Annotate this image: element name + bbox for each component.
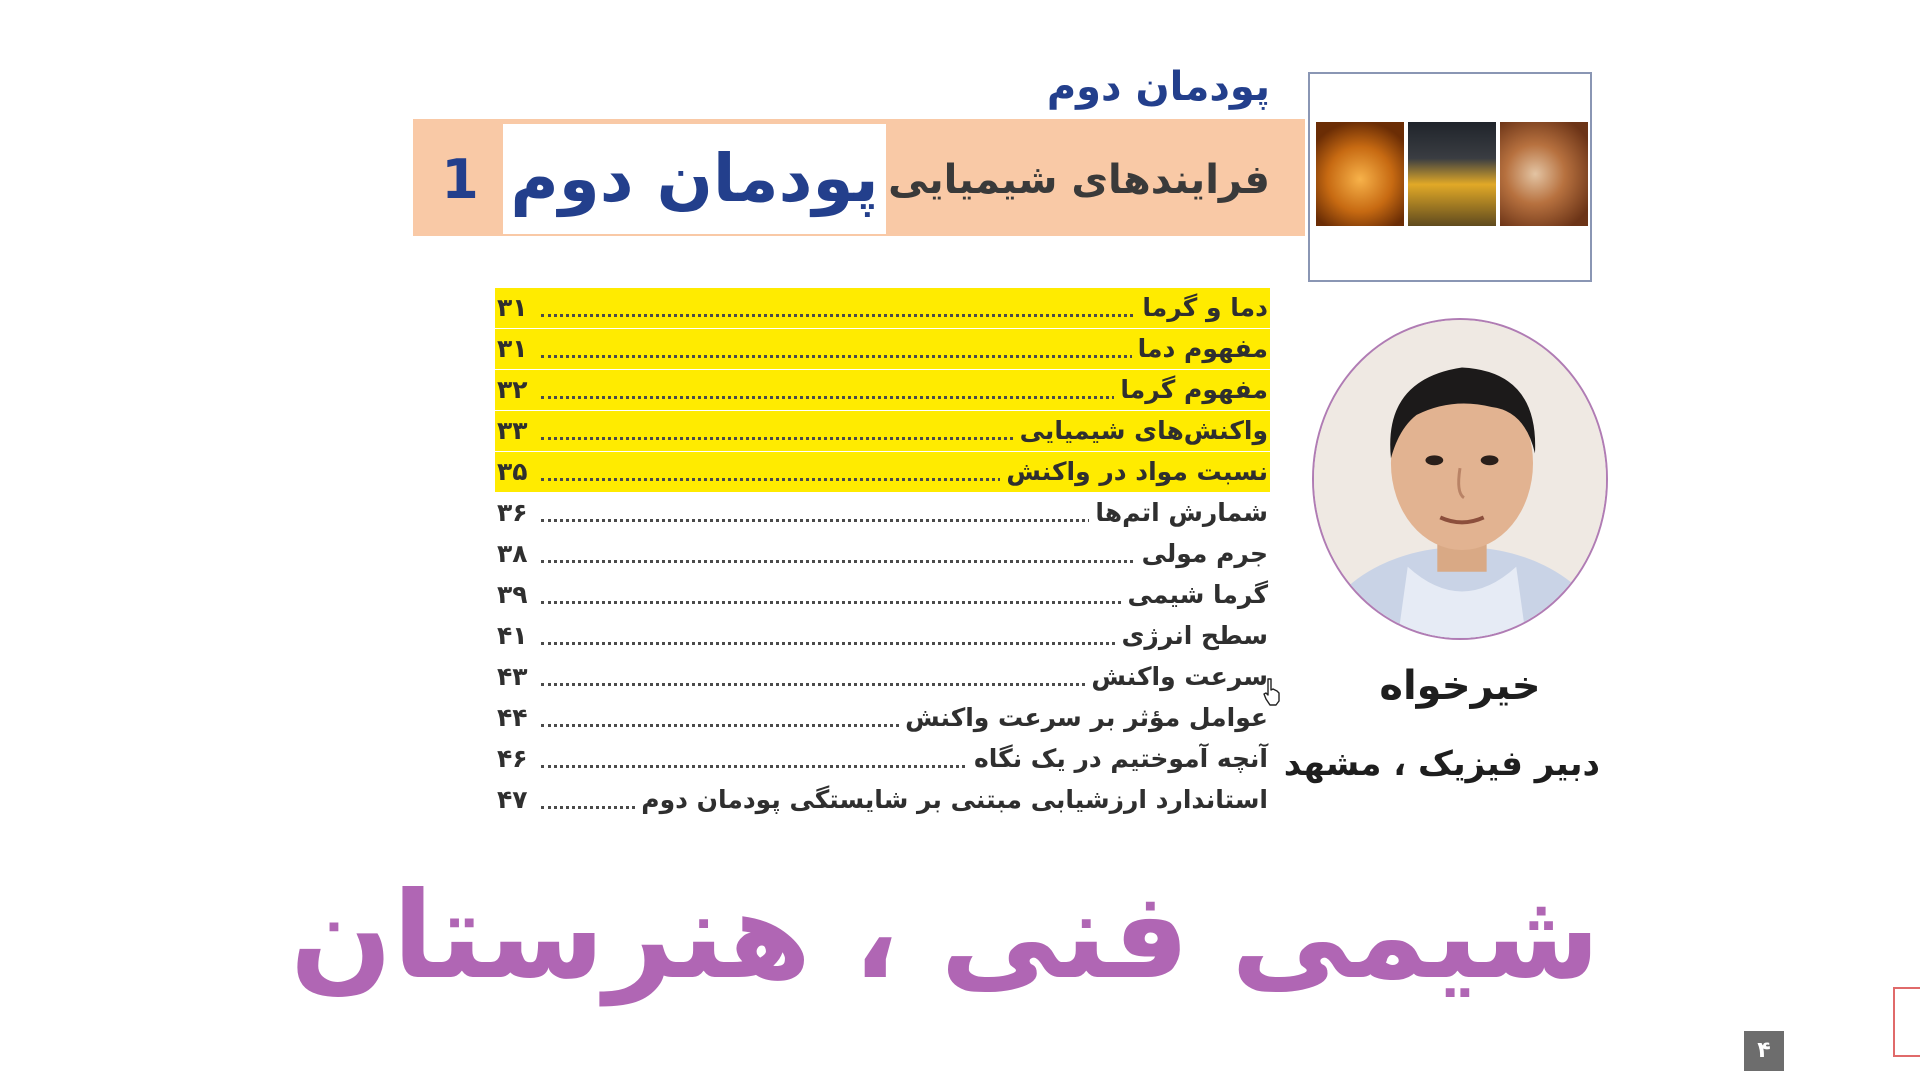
toc-label: سرعت واکنش — [1085, 657, 1268, 697]
reaction-photo-1 — [1316, 122, 1404, 226]
toc-label: دما و گرما — [1136, 288, 1268, 328]
toc-row — [495, 698, 1270, 738]
toc-page-number: ۴۶ — [497, 744, 528, 773]
chapter-subtitle: فرایندهای شیمیایی — [888, 157, 1270, 203]
toc-page-number: ۳۲ — [497, 375, 528, 404]
reaction-photo-2 — [1408, 122, 1496, 226]
toc-row — [495, 780, 1270, 820]
toc-page-number: ۳۱ — [497, 293, 528, 322]
toc-row — [495, 493, 1270, 533]
toc-page-number: ۳۸ — [497, 539, 528, 568]
toc-row — [495, 616, 1270, 656]
toc-label: مفهوم گرما — [1114, 370, 1268, 410]
toc-row — [495, 452, 1270, 492]
reaction-photo-3 — [1500, 122, 1588, 226]
teacher-name: خیرخواه — [1379, 663, 1541, 709]
toc-label: گرما شیمی — [1121, 575, 1268, 615]
toc-label: عوامل مؤثر بر سرعت واکنش — [899, 698, 1268, 738]
toc-label: سطح انرژی — [1116, 616, 1268, 656]
toc-row — [495, 739, 1270, 779]
table-of-contents — [495, 288, 1270, 821]
toc-label: نسبت مواد در واکنش — [1000, 452, 1268, 492]
toc-label: استاندارد ارزشیابی مبتنی بر شایستگی پودمان دوم — [635, 780, 1268, 820]
toc-row — [495, 575, 1270, 615]
toc-row — [495, 329, 1270, 369]
toc-row — [495, 411, 1270, 451]
toc-page-number: ۴۳ — [497, 662, 528, 691]
chapter-title: پودمان دوم — [510, 140, 879, 217]
teacher-role: دبیر فیزیک ، مشهد — [1283, 744, 1600, 784]
toc-row — [495, 288, 1270, 328]
toc-page-number: ۳۶ — [497, 498, 528, 527]
toc-row — [495, 370, 1270, 410]
mouse-cursor-icon — [1262, 677, 1282, 707]
toc-label: جرم مولی — [1136, 534, 1268, 574]
chapter-number: 1 — [441, 148, 479, 211]
teacher-portrait-icon — [1314, 320, 1606, 638]
toc-page-number: ۴۷ — [497, 785, 528, 814]
course-banner: شیمی فنی ، هنرستان — [289, 867, 1600, 1006]
toc-page-number: ۳۳ — [497, 416, 528, 445]
teacher-avatar — [1312, 318, 1608, 640]
toc-label: واکنش‌های شیمیایی — [1014, 411, 1268, 451]
toc-label: آنچه آموختیم در یک نگاه — [968, 739, 1268, 779]
toc-row — [495, 534, 1270, 574]
toc-label: مفهوم دما — [1132, 329, 1268, 369]
toc-page-number: ۳۱ — [497, 334, 528, 363]
chapter-image-frame — [1308, 72, 1592, 282]
toc-row — [495, 657, 1270, 697]
toc-page-number: ۴۴ — [497, 703, 528, 732]
chapter-title-box — [503, 124, 886, 234]
section-label: پودمان دوم — [1046, 64, 1270, 110]
toc-page-number: ۳۹ — [497, 580, 528, 609]
toc-label: شمارش اتم‌ها — [1089, 493, 1268, 533]
toc-page-number: ۴۱ — [497, 621, 528, 650]
slide-number: ۴ — [1744, 1031, 1784, 1071]
toc-page-number: ۳۵ — [497, 457, 528, 486]
side-panel-toggle[interactable] — [1893, 987, 1920, 1057]
